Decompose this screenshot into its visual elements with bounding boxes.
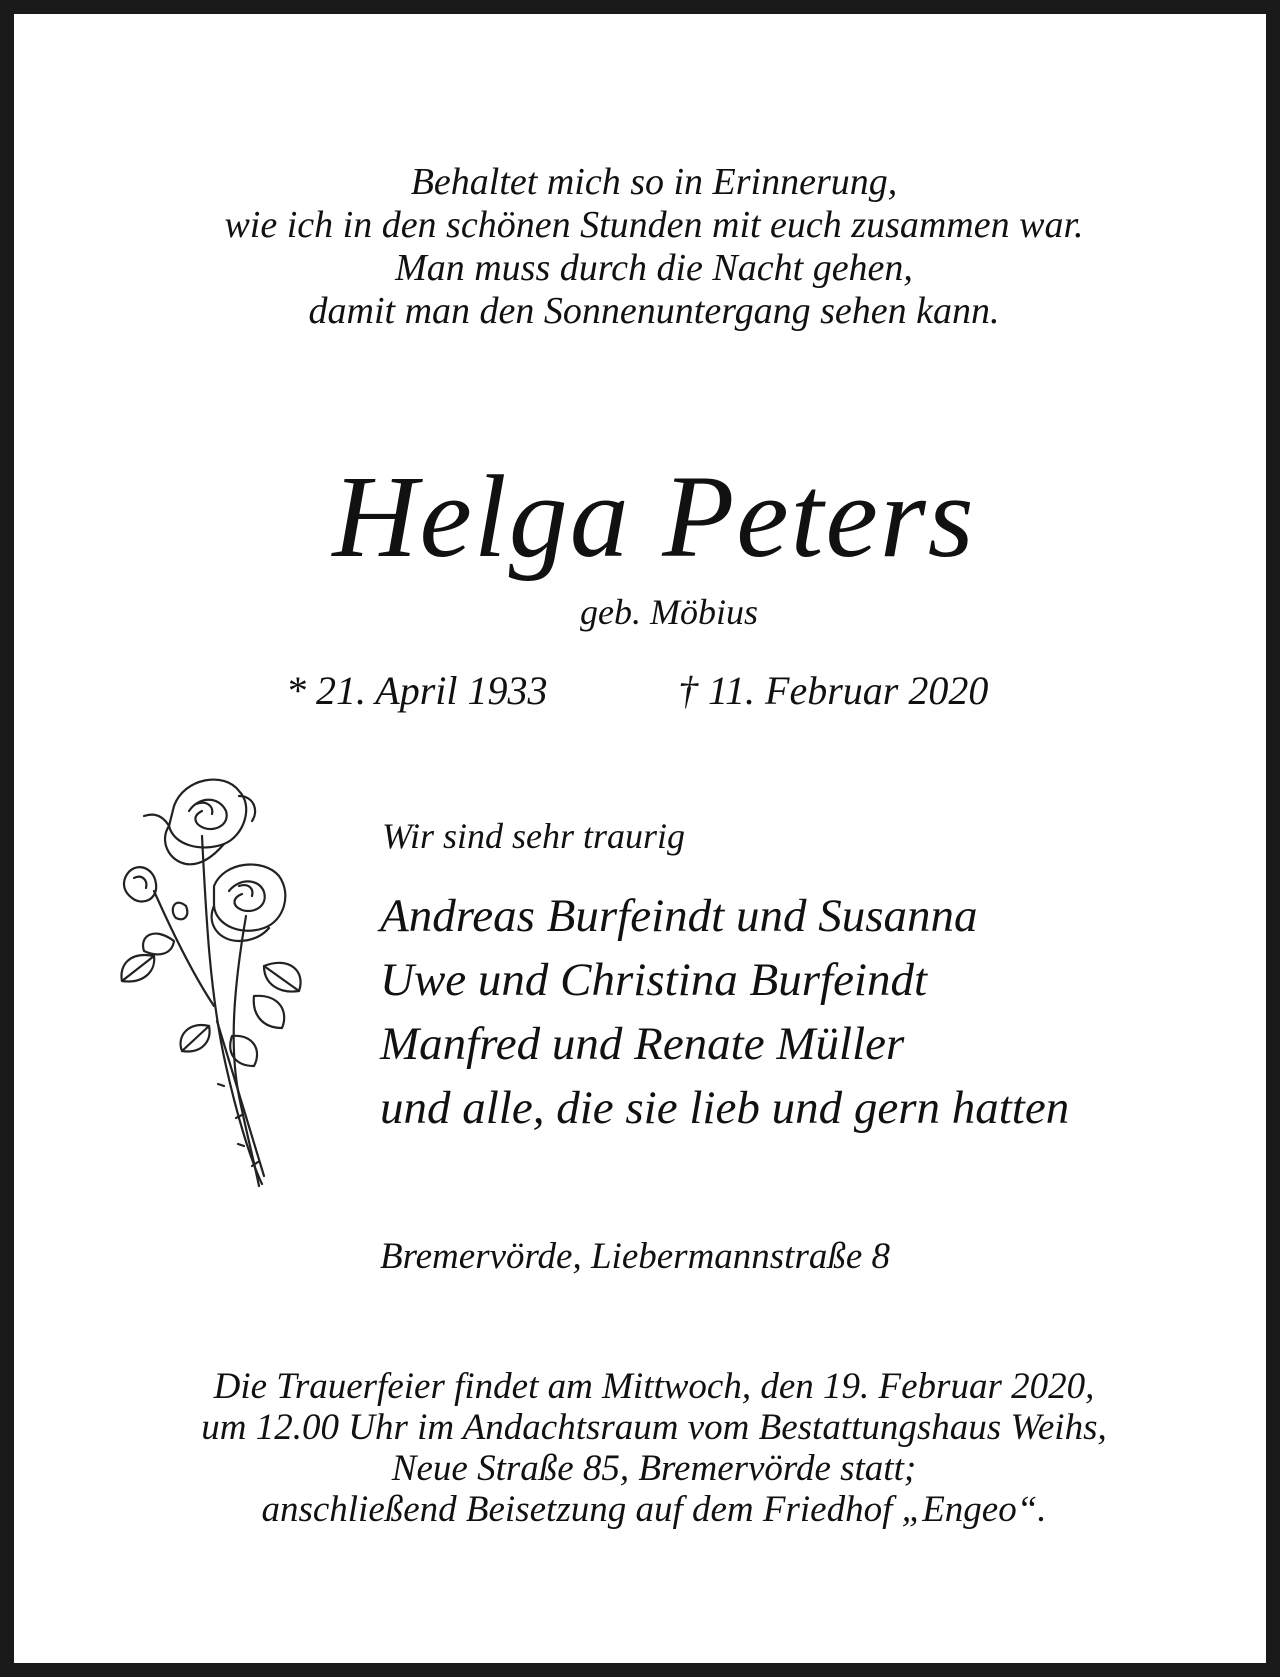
deceased-name: Helga Peters <box>332 451 976 582</box>
poem-line: Man muss durch die Nacht gehen, <box>395 247 913 289</box>
poem-line: wie ich in den schönen Stunden mit euch zusammen war. <box>224 204 1084 246</box>
birth-date: * 21. April 1933 <box>286 668 548 713</box>
service-line: anschließend Beisetzung auf dem Friedhof „Engeo“. <box>261 1489 1047 1530</box>
mourner-line: und alle, die sie lieb und gern hatten <box>380 1082 1070 1134</box>
maiden-name: geb. Möbius <box>580 592 758 632</box>
rose-drawing-icon <box>114 766 314 1196</box>
mourner-line: Manfred und Renate Müller <box>380 1018 905 1070</box>
mourning-intro: Wir sind sehr traurig <box>382 816 686 856</box>
death-date: † 11. Februar 2020 <box>678 668 989 713</box>
service-line: Neue Straße 85, Bremervörde statt; <box>391 1448 917 1489</box>
mourner-line: Andreas Burfeindt und Susanna <box>380 890 978 942</box>
poem <box>14 161 1280 333</box>
address: Bremervörde, Liebermannstraße 8 <box>380 1236 891 1277</box>
poem-line: Behaltet mich so in Erinnerung, <box>410 161 898 203</box>
service-info <box>14 1366 1280 1530</box>
mourner-line: Uwe und Christina Burfeindt <box>380 954 928 1006</box>
poem-line: damit man den Sonnenuntergang sehen kann. <box>308 290 1000 332</box>
mourners-list <box>380 884 1069 1140</box>
service-line: um 12.00 Uhr im Andachtsraum vom Bestattungshaus Weihs, <box>201 1407 1107 1448</box>
service-line: Die Trauerfeier findet am Mittwoch, den 19. Februar 2020, <box>213 1366 1095 1407</box>
